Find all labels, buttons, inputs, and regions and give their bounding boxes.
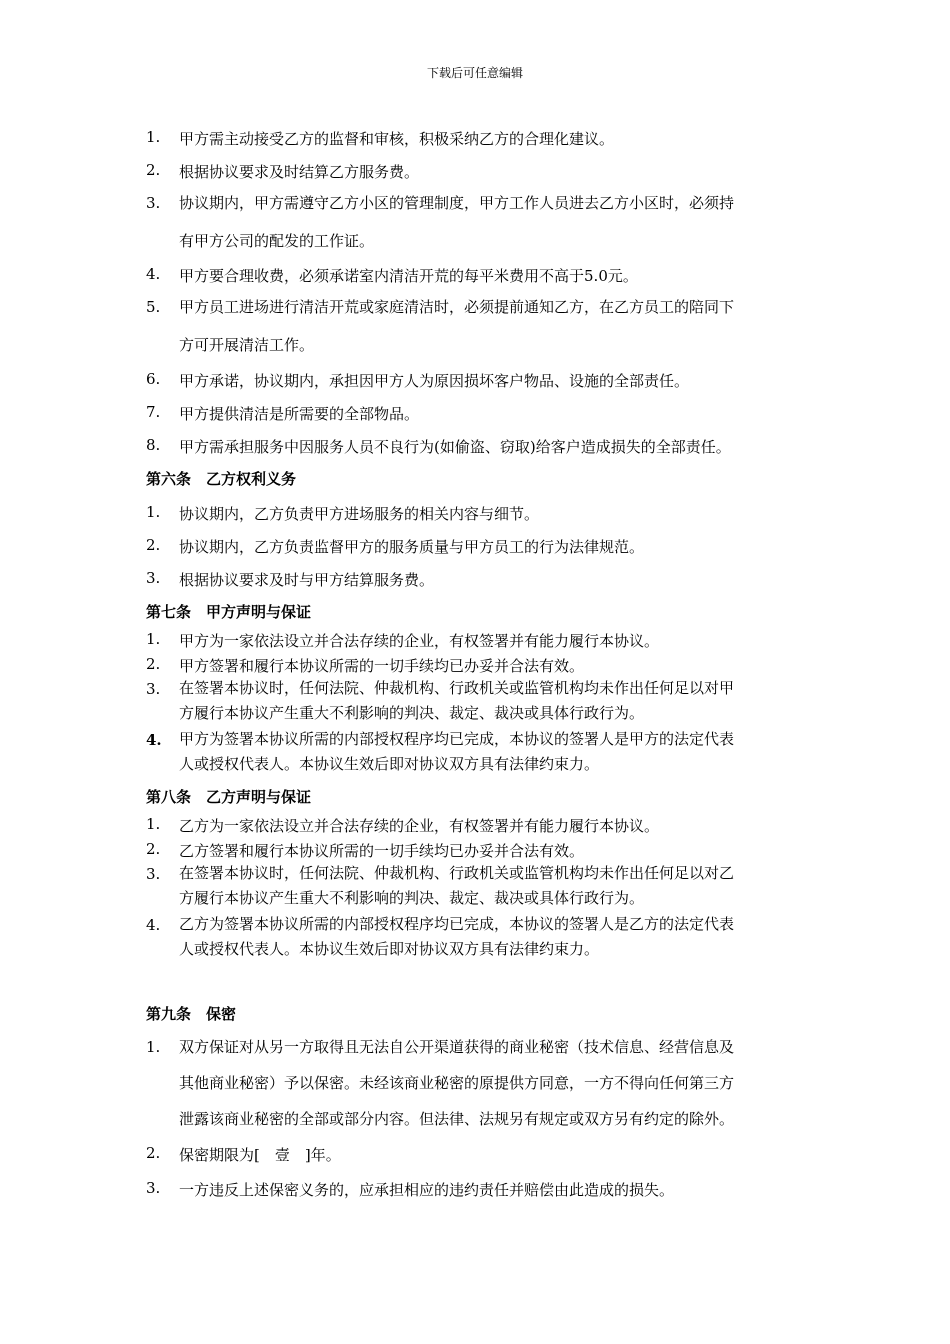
item-number: 4. xyxy=(146,916,161,934)
item-number: 1. xyxy=(146,128,161,146)
item-text: 甲方签署和履行本协议所需的一切手续均已办妥并合法有效。 xyxy=(179,657,585,675)
item-text-line: 方履行本协议产生重大不利影响的判决、裁定、裁决或具体行政行为。 xyxy=(179,889,645,907)
section-heading: 第八条 乙方声明与保证 xyxy=(146,788,312,806)
item-text: 根据协议要求及时结算乙方服务费。 xyxy=(179,163,420,181)
item-text-line: 有甲方公司的配发的工作证。 xyxy=(179,232,375,250)
section-heading: 第七条 甲方声明与保证 xyxy=(146,603,312,621)
item-text: 根据协议要求及时与甲方结算服务费。 xyxy=(179,571,435,589)
item-text: 甲方提供清洁是所需要的全部物品。 xyxy=(179,405,420,423)
item-text xyxy=(179,727,814,777)
item-number: 3. xyxy=(146,680,161,698)
item-text-line: 协议期内，甲方需遵守乙方小区的管理制度，甲方工作人员进去乙方小区时，必须持 xyxy=(179,194,735,212)
item-number: 2. xyxy=(146,1144,161,1162)
item-text: 甲方需承担服务中因服务人员不良行为(如偷盗、窃取)给客户造成损失的全部责任。 xyxy=(179,438,731,456)
list-item xyxy=(146,1038,814,1148)
item-text-line: 其他商业秘密）予以保密。未经该商业秘密的原提供方同意，一方不得向任何第三方 xyxy=(179,1074,735,1092)
item-number: 5. xyxy=(146,298,161,316)
item-number: 3. xyxy=(146,865,161,883)
item-text-line: 泄露该商业秘密的全部或部分内容。但法律、法规另有规定或双方另有约定的除外。 xyxy=(179,1110,735,1128)
item-number: 3. xyxy=(146,1179,161,1197)
item-text-line: 方可开展清洁工作。 xyxy=(179,336,315,354)
item-number: 1. xyxy=(146,815,161,833)
item-text-line: 在签署本协议时，任何法院、仲裁机构、行政机关或监管机构均未作出任何足以对甲 xyxy=(179,679,735,697)
item-text-line: 人或授权代表人。本协议生效后即对协议双方具有法律约束力。 xyxy=(179,940,600,958)
item-text: 乙方签署和履行本协议所需的一切手续均已办妥并合法有效。 xyxy=(179,842,585,860)
item-text-line: 在签署本协议时，任何法院、仲裁机构、行政机关或监管机构均未作出任何足以对乙 xyxy=(179,864,735,882)
item-number: 2. xyxy=(146,536,161,554)
section-heading: 第九条 保密 xyxy=(146,1005,237,1023)
item-number: 3. xyxy=(146,569,161,587)
item-number: 2. xyxy=(146,161,161,179)
item-text-line: 乙方为签署本协议所需的内部授权程序均已完成，本协议的签署人是乙方的法定代表 xyxy=(179,915,735,933)
item-text-line: 方履行本协议产生重大不利影响的判决、裁定、裁决或具体行政行为。 xyxy=(179,704,645,722)
item-number: 3. xyxy=(146,194,161,212)
item-text: 协议期内，乙方负责监督甲方的服务质量与甲方员工的行为法律规范。 xyxy=(179,538,645,556)
list-item xyxy=(146,194,814,264)
item-text: 甲方为一家依法设立并合法存续的企业，有权签署并有能力履行本协议。 xyxy=(179,632,660,650)
item-text: 一方违反上述保密义务的，应承担相应的违约责任并赔偿由此造成的损失。 xyxy=(179,1181,675,1199)
item-text: 甲方承诺，协议期内，承担因甲方人为原因损坏客户物品、设施的全部责任。 xyxy=(179,372,690,390)
item-text: 保密期限为[ 壹 ]年。 xyxy=(179,1146,341,1164)
page-header: 下载后可任意编辑 xyxy=(426,66,523,80)
section-heading: 第六条 乙方权利义务 xyxy=(146,470,297,488)
item-text: 乙方为一家依法设立并合法存续的企业，有权签署并有能力履行本协议。 xyxy=(179,817,660,835)
item-text xyxy=(179,184,814,260)
item-number: 4. xyxy=(146,731,162,749)
item-number: 8. xyxy=(146,436,161,454)
item-text: 协议期内，乙方负责甲方进场服务的相关内容与细节。 xyxy=(179,505,540,523)
item-text-line: 甲方为签署本协议所需的内部授权程序均已完成，本协议的签署人是甲方的法定代表 xyxy=(179,730,735,748)
list-item xyxy=(146,298,814,368)
item-text xyxy=(179,1029,814,1137)
item-number: 1. xyxy=(146,1038,161,1056)
item-text-line: 双方保证对从另一方取得且无法自公开渠道获得的商业秘密（技术信息、经营信息及 xyxy=(179,1038,735,1056)
item-number: 7. xyxy=(146,403,161,421)
item-number: 2. xyxy=(146,655,161,673)
item-number: 1. xyxy=(146,503,161,521)
item-text-line: 甲方员工进场进行清洁开荒或家庭清洁时，必须提前通知乙方，在乙方员工的陪同下 xyxy=(179,298,735,316)
item-text xyxy=(179,861,814,911)
item-number: 2. xyxy=(146,840,161,858)
item-text: 甲方需主动接受乙方的监督和审核，积极采纳乙方的合理化建议。 xyxy=(179,130,615,148)
item-text xyxy=(179,912,814,962)
item-text xyxy=(179,288,814,364)
item-text xyxy=(179,676,814,726)
item-number: 4. xyxy=(146,265,161,283)
item-number: 1. xyxy=(146,630,161,648)
item-number: 6. xyxy=(146,370,161,388)
item-text-line: 人或授权代表人。本协议生效后即对协议双方具有法律约束力。 xyxy=(179,755,600,773)
item-text: 甲方要合理收费，必须承诺室内清洁开荒的每平米费用不高于5.0元。 xyxy=(179,267,638,285)
